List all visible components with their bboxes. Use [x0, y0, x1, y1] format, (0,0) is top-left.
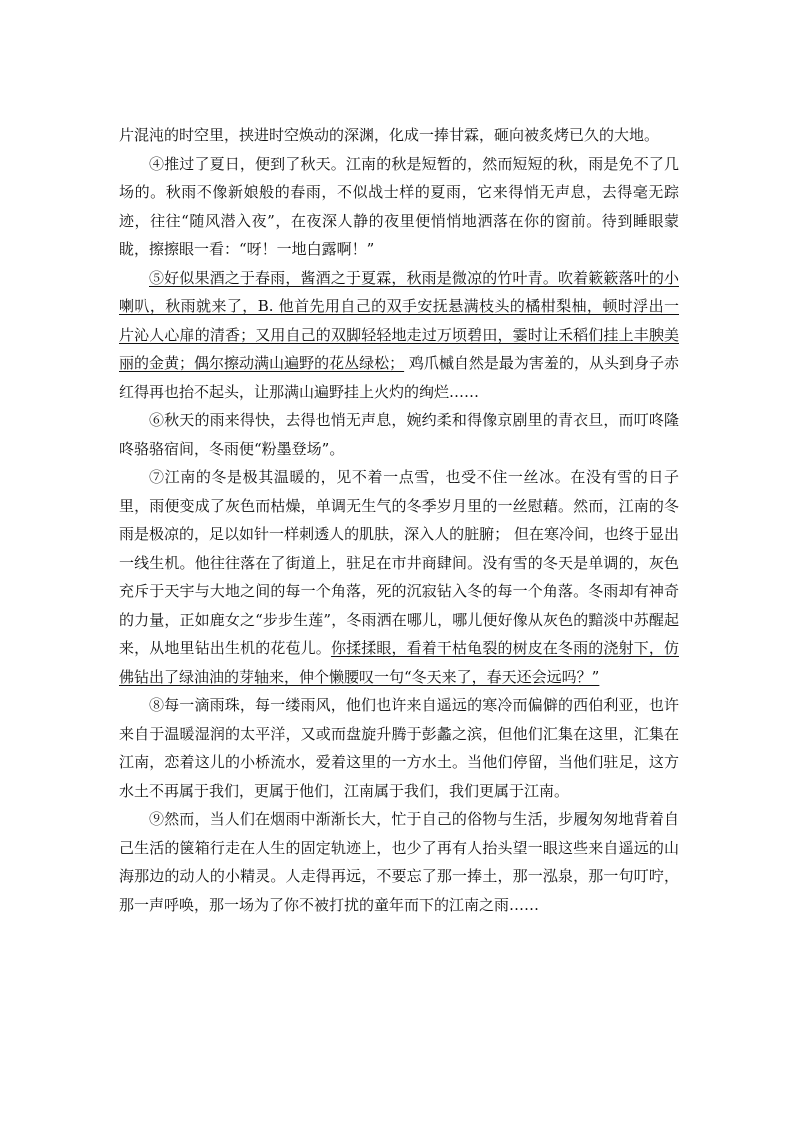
- paragraph-6: [119, 406, 679, 463]
- paragraph-5: [119, 264, 679, 407]
- paragraph-9: [119, 805, 679, 919]
- paragraph-text: 鸡爪槭自然是最为害羞的，从头到身子赤红得再也抬不起头，让那满山遍野挂上火灼的绚烂……: [119, 354, 679, 401]
- paragraph-text: ⑧每一滴雨珠，每一缕雨风，他们也许来自遥远的寒冷而偏僻的西伯利亚，也许来自于温暖湿润的太平洋，又或而盘旋升腾于彭蠡之滨，但他们汇集在这里，汇集在江南，恋着这儿的小桥流水，爱着这里的一方水土。当他们停留，当他们驻足，这方水土不再属于我们，更属于他们，江南属于我们，我们更属于江南。: [119, 696, 679, 800]
- paragraph-text: ⑨然而，当人们在烟雨中渐渐长大，忙于自己的俗物与生活，步履匆匆地背着自己生活的箧箱行走在人生的固定轨迹上，也少了再有人抬头望一眼这些来自遥远的山海那边的动人的小精灵。人走得再远，不要忘了那一捧土，那一泓泉，那一句叮咛，那一声呼唤，那一场为了你不被打扰的童年而下的江南之雨……: [119, 810, 679, 914]
- paragraph-4: [119, 150, 679, 264]
- paragraph-7: [119, 463, 679, 691]
- paragraph-3-continuation: [119, 121, 679, 150]
- paragraph-text: ⑦江南的冬是极其温暖的，见不着一点雪，也受不住一丝冰。在没有雪的日子里，雨便变成了灰色而枯燥，单调无生气的冬季岁月里的一丝慰藉。然而，江南的冬雨是极凉的，足以如针一样刺透人的肌肤，深入人的脏腑； 但在寒冷间，也终于显出一线生机。他往往落在了街道上，驻足在市井商肆间。没有雪的冬天是单调的，灰色充斥于天宇与大地之间的每一个角落，死的沉寂钻入冬的每一个角落。冬雨却有神奇的力量，正如鹿女之“步步生莲”，冬雨洒在哪儿，哪儿便好像从灰色的黯淡中苏醒起来，从地里钻出生机的花苞儿。: [119, 468, 679, 657]
- paragraph-8: [119, 691, 679, 805]
- document-page: [119, 121, 679, 919]
- paragraph-text: ④推过了夏日，便到了秋天。江南的秋是短暂的，然而短短的秋，雨是免不了几场的。秋雨不像新娘般的春雨，不似战士样的夏雨，它来得悄无声息，去得毫无踪迹，往往“随风潜入夜”，在夜深人静的夜里便悄悄地洒落在你的窗前。待到睡眼蒙眬，擦擦眼一看：“呀！一地白露啊！”: [119, 154, 679, 258]
- underlined-passage-winter: 你揉揉眼，看着干枯龟裂的树皮在冬雨的浇射下，仿佛钻出了绿油油的芽轴来，伸个懒腰叹一句“冬天来了，春天还会远吗？”: [119, 639, 679, 686]
- paragraph-text: ⑥秋天的雨来得快，去得也悄无声息，婉约柔和得像京剧里的青衣旦，而叮咚隆咚骆骆宿间，冬雨便“粉墨登场”。: [119, 411, 679, 458]
- underlined-passage-b: ⑤好似果酒之于春雨，酱酒之于夏霖，秋雨是微凉的竹叶青。吹着簌簌落叶的小喇叭，秋雨就来了，B. 他首先用自己的双手安抚悬满枝头的橘柑梨柚，顿时浮出一片沁人心扉的清香；又用自己的双脚轻轻地走过万顷碧田，霎时让禾稻们挂上丰腴美丽的金黄；偶尔擦动满山遍野的花丛绿松；: [119, 268, 679, 372]
- paragraph-text: 片混沌的时空里，挟进时空焕动的深渊，化成一捧甘霖，砸向被炙烤已久的大地。: [119, 126, 660, 144]
